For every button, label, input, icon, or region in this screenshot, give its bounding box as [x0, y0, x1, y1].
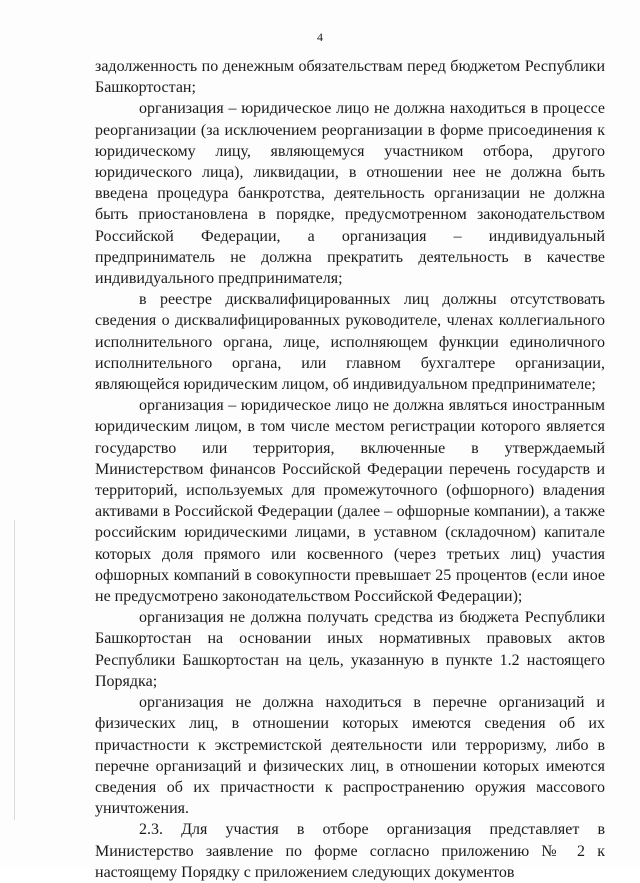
document-body	[95, 56, 605, 883]
paragraph-section-2-3: 2.3. Для участия в отборе организация представляет в Министерство заявление по форме согласно приложению № 2 к настоящему Порядку с приложением следующих документов	[95, 821, 605, 881]
scan-edge-mark	[14, 520, 15, 820]
page-number: 4	[317, 30, 323, 44]
paragraph-budget-funds: организация не должна получать средства из бюджета Республики Башкортостан на основании иных нормативных правовых актов Республики Башкортостан на цель, указанную в пункте 1.2 настоящего Порядка;	[95, 609, 605, 690]
paragraph-debt-continued: задолженность по денежным обязательствам перед бюджетом Республики Башкортостан;	[95, 58, 605, 97]
paragraph-reorganization: организация – юридическое лицо не должна находиться в процессе реорганизации (за исключением реорганизации в форме присоединения к юридическому лицу, являющемуся участником отбора, другого юридического лица), ликвидации, в отношении нее не должна быть введена процедура банкротства, деятельность организации не должна быть приостановлена в порядке, предусмотренном законодательством Российской Федерации, а организация – индивидуальный предприниматель не должна прекратить деятельность в качестве индивидуального предпринимателя;	[95, 100, 605, 288]
paragraph-offshore: организация – юридическое лицо не должна являться иностранным юридическим лицом, в том числе местом регистрации которого является государство или территория, включенные в утверждаемый Министерством финансов Российской Федерации перечень государств и территорий, используемых для промежуточного (офшорного) владения активами в Российской Федерации (далее – офшорные компании), а также российским юридическими лицами, в уставном (складочном) капитале которых доля прямого или косвенного (через третьих лиц) участия офшорных компаний в совокупности превышает 25 процентов (если иное не предусмотрено законодательством Российской Федерации);	[95, 397, 605, 606]
paragraph-extremism-list: организация не должна находиться в перечне организаций и физических лиц, в отношении которых имеются сведения об их причастности к экстремистской деятельности или терроризму, либо в перечне организаций и физических лиц, в отношении которых имеются сведения об их причастности к распространению оружия массового уничтожения.	[95, 694, 605, 818]
paragraph-disqualified-registry: в реестре дисквалифицированных лиц должны отсутствовать сведения о дисквалифицированных руководителе, членах коллегиального исполнительного органа, лице, исполняющем функции единоличного исполнительного органа, или главном бухгалтере организации, являющейся юридическим лицом, об индивидуальном предпринимателе;	[95, 291, 605, 394]
